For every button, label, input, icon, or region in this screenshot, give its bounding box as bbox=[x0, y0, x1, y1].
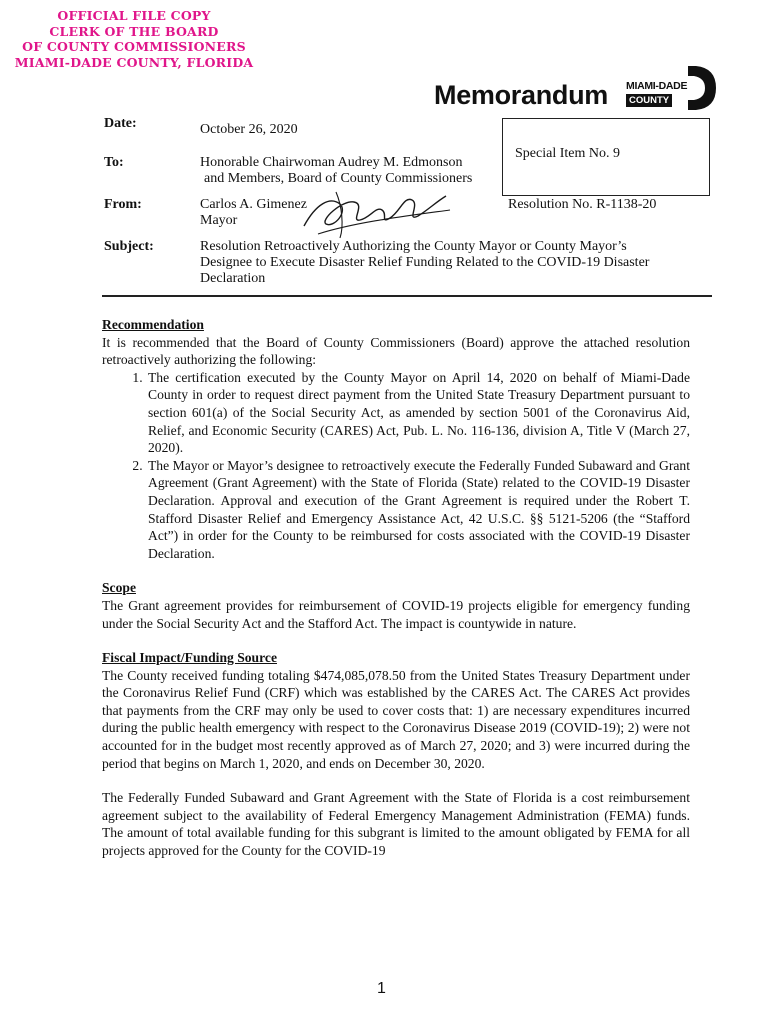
scope-text: The Grant agreement provides for reimbursement of COVID-19 projects eligible for emergency funding under the Social Security Act and the Stafford Act. The impact is countywide in nature. bbox=[102, 597, 690, 631]
memorandum-title: Memorandum bbox=[434, 80, 609, 110]
to-line-2: and Members, Board of County Commissioners bbox=[204, 171, 473, 186]
from-line-2: Mayor bbox=[200, 213, 238, 228]
stamp-line: OF COUNTY COMMISSIONERS bbox=[22, 39, 246, 54]
recommendation-intro: It is recommended that the Board of County Commissioners (Board) approve the attached resolution retroactively authorizing the following: bbox=[102, 334, 690, 368]
miami-dade-logo bbox=[626, 64, 718, 112]
fiscal-paragraph-2: The Federally Funded Subaward and Grant Agreement with the State of Florida is a cost reimbursement agreement subject to the availability of Federal Emergency Management Administration (FEMA) funds. The amount of total available funding for this subgrant is limited to the amount obligated by FEMA for all projects approved for the County for the COVID-19 bbox=[102, 790, 690, 859]
list-item: 2. The Mayor or Mayor’s designee to retroactively execute the Federally Funded Subaward and Grant Agreement (Grant Agreement) with the State of Florida (State) related to the COVID-19 Disaster Declaration. Approval and execution of the Grant Agreement is required under the Robert T. Stafford Disaster Relief and Emergency Assistance Act, 42 U.S.C. §§ 5121-5206 (the “Stafford Act”) in order for the County to be reimbursed for costs associated with the COVID-19 Disaster Declaration. bbox=[146, 457, 690, 563]
recommendation-heading: Recommendation bbox=[102, 317, 204, 332]
from-line-1: Carlos A. Gimenez bbox=[200, 197, 307, 212]
header-divider bbox=[102, 295, 712, 297]
from-label: From: bbox=[104, 197, 142, 212]
mayor-signature bbox=[296, 186, 456, 242]
date-value: October 26, 2020 bbox=[200, 122, 298, 137]
special-item-box bbox=[502, 118, 710, 196]
stamp-line: CLERK OF THE BOARD bbox=[49, 23, 219, 39]
logo-county-text: COUNTY bbox=[626, 94, 672, 107]
special-item-number: Special Item No. 9 bbox=[515, 146, 620, 161]
logo-miami-dade-text: MIAMI-DADE bbox=[626, 80, 688, 92]
memo-body bbox=[102, 316, 690, 860]
clerk-stamp bbox=[14, 8, 254, 70]
resolution-number: Resolution No. R-1138-20 bbox=[508, 197, 657, 212]
county-d-logo-icon bbox=[688, 64, 718, 112]
stamp-line: OFFICIAL FILE COPY bbox=[57, 8, 211, 23]
subject-value: Resolution Retroactively Authorizing the County Mayor or County Mayor’s Designee to Execute Disaster Relief Funding Related to the COVID-19 Disaster Declaration bbox=[200, 239, 650, 286]
recommendation-list bbox=[102, 369, 690, 563]
scope-heading: Scope bbox=[102, 580, 136, 596]
stamp-line: MIAMI-DADE COUNTY, FLORIDA bbox=[14, 54, 254, 70]
subject-label: Subject: bbox=[104, 239, 154, 254]
fiscal-impact-heading: Fiscal Impact/Funding Source bbox=[102, 650, 277, 666]
to-label: To: bbox=[104, 155, 124, 170]
date-label: Date: bbox=[104, 116, 137, 131]
fiscal-paragraph-1: The County received funding totaling $474,085,078.50 from the United States Treasury Department under the Coronavirus Relief Fund (CRF) which was established by the CARES Act. The CARES Act provides that payments from the CRF may only be used to cover costs that: 1) are necessary expenditures incurred during the public health emergency with respect to the Coronavirus Disease 2019 (COVID-19); 2) were not accounted for in the budget most recently approved as of March 27, 2020; and 3) were incurred during the period that begins on March 1, 2020, and ends on December 30, 2020. bbox=[102, 667, 690, 771]
to-line-1: Honorable Chairwoman Audrey M. Edmonson bbox=[200, 155, 463, 170]
list-item: 1. The certification executed by the County Mayor on April 14, 2020 on behalf of Miami-Dade County in order to request direct payment from the United State Treasury Department pursuant to section 601(a) of the Social Security Act, as amended by section 5001 of the Coronavirus Aid, Relief, and Economic Security (CARES) Act, Pub. L. No. 116-136, division A, Title V (March 27, 2020). bbox=[146, 369, 690, 457]
page-number: 1 bbox=[377, 980, 386, 997]
